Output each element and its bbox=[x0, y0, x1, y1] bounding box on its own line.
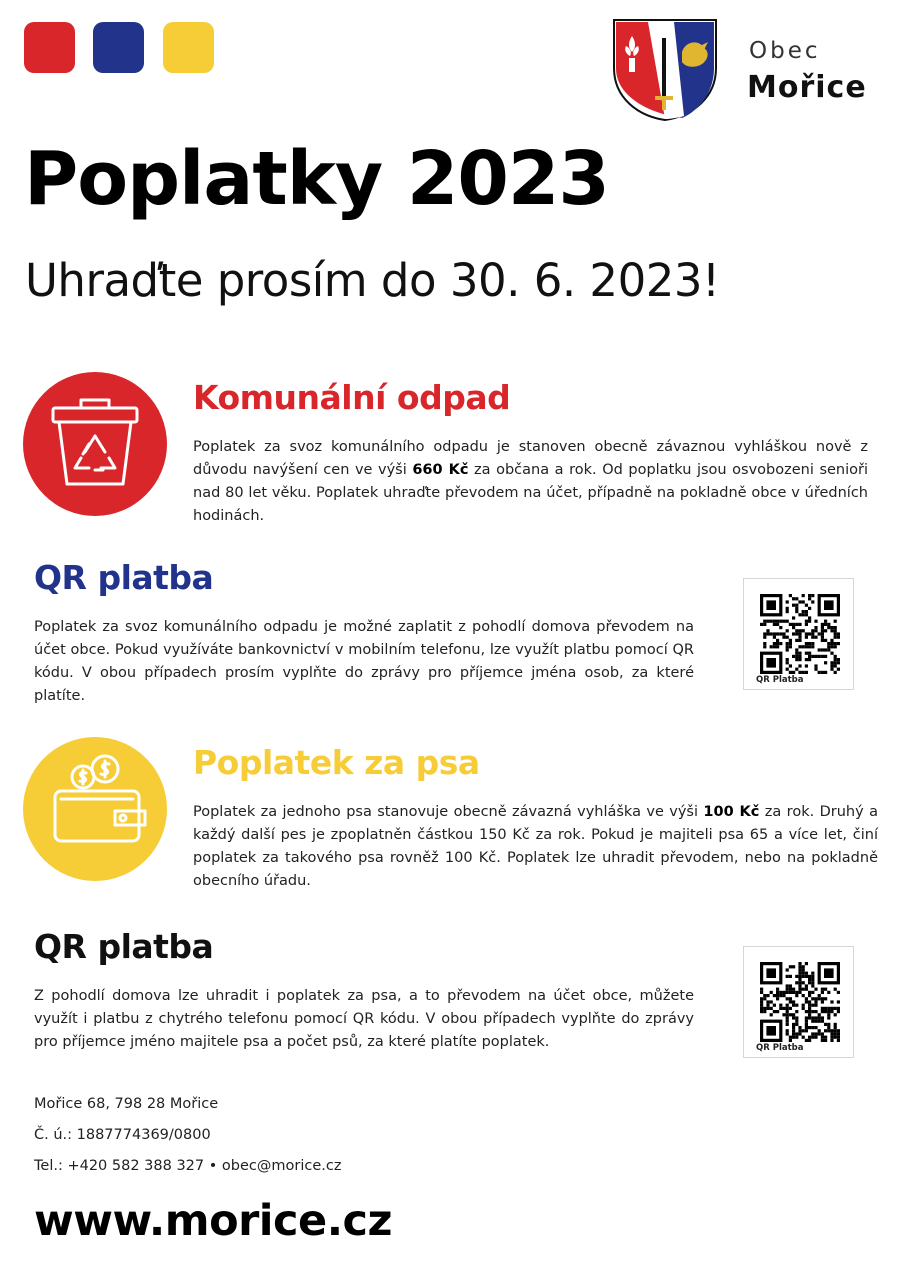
page-subtitle: Uhraďte prosím do 30. 6. 2023! bbox=[25, 254, 720, 307]
qr-caption: QR Platba bbox=[756, 1043, 804, 1053]
contact-phone-email: Tel.: +420 582 388 327 • obec@morice.cz bbox=[34, 1158, 342, 1174]
waste-badge bbox=[23, 372, 167, 516]
town-name: Mořice bbox=[747, 70, 867, 105]
waste-text-before: Poplatek za svoz komunálního odpadu je stanoven obecně závaznou vyhláškou nově z důvodu navýšení cen ve výši bbox=[193, 439, 868, 478]
waste-amount: 660 Kč bbox=[412, 462, 469, 478]
coat-of-arms-icon bbox=[612, 18, 718, 122]
qr-dog-heading: QR platba bbox=[34, 927, 214, 966]
qr-code-dog[interactable] bbox=[743, 946, 854, 1058]
qr-waste-heading: QR platba bbox=[34, 558, 214, 597]
qr-waste-text: Poplatek za svoz komunálního odpadu je možné zaplatit z pohodlí domova převodem na účet obce. Pokud využíváte bankovnictví v mobilním telefonu, lze využít platbu pomocí QR kódu. V obou případech prosím vyplňte do zprávy pro příjemce jména osob, za které platíte. bbox=[34, 619, 694, 704]
contact-account: Č. ú.: 1887774369/0800 bbox=[34, 1127, 211, 1143]
dog-badge bbox=[23, 737, 167, 881]
brand-square-blue bbox=[93, 22, 144, 73]
waste-text-after: za občana a rok. Od poplatku jsou osvobozeni senioři nad 80 let věku. Poplatek uhraďte převodem na účet, případně na pokladně obce v úředních hodinách. bbox=[193, 462, 868, 524]
waste-heading: Komunální odpad bbox=[193, 378, 511, 417]
obec-label: Obec bbox=[749, 38, 821, 64]
page-title: Poplatky 2023 bbox=[24, 136, 609, 222]
qr-code-waste[interactable] bbox=[743, 578, 854, 690]
recycling-bin-icon bbox=[23, 372, 167, 516]
brand-square-yellow bbox=[163, 22, 214, 73]
dog-text-after: za rok. Druhý a každý další pes je zpoplatněn částkou 150 Kč za rok. Pokud je majiteli psa 65 a více let, činí poplatek za takového psa rovněž 100 Kč. Poplatek lze uhradit převodem, nebo na pokladně obecního úřadu. bbox=[193, 804, 878, 889]
qr-code-icon bbox=[760, 962, 840, 1042]
website-link[interactable]: www.morice.cz bbox=[34, 1196, 393, 1246]
qr-caption: QR Platba bbox=[756, 675, 804, 685]
dog-text-before: Poplatek za jednoho psa stanovuje obecně závazná vyhláška ve výši bbox=[193, 804, 704, 820]
brand-square-red bbox=[24, 22, 75, 73]
dog-text bbox=[193, 801, 878, 893]
contact-address: Mořice 68, 798 28 Mořice bbox=[34, 1096, 219, 1112]
wallet-coins-icon bbox=[23, 737, 167, 881]
dog-amount: 100 Kč bbox=[703, 804, 760, 820]
dog-heading: Poplatek za psa bbox=[193, 743, 480, 782]
qr-code-icon bbox=[760, 594, 840, 674]
qr-dog-text: Z pohodlí domova lze uhradit i poplatek za psa, a to převodem na účet obce, můžete využít i platbu z chytrého telefonu pomocí QR kódu. V obou případech vyplňte do zprávy pro příjemce jméno majitele psa a počet psů, za které platíte poplatek. bbox=[34, 988, 694, 1050]
waste-text bbox=[193, 436, 868, 528]
